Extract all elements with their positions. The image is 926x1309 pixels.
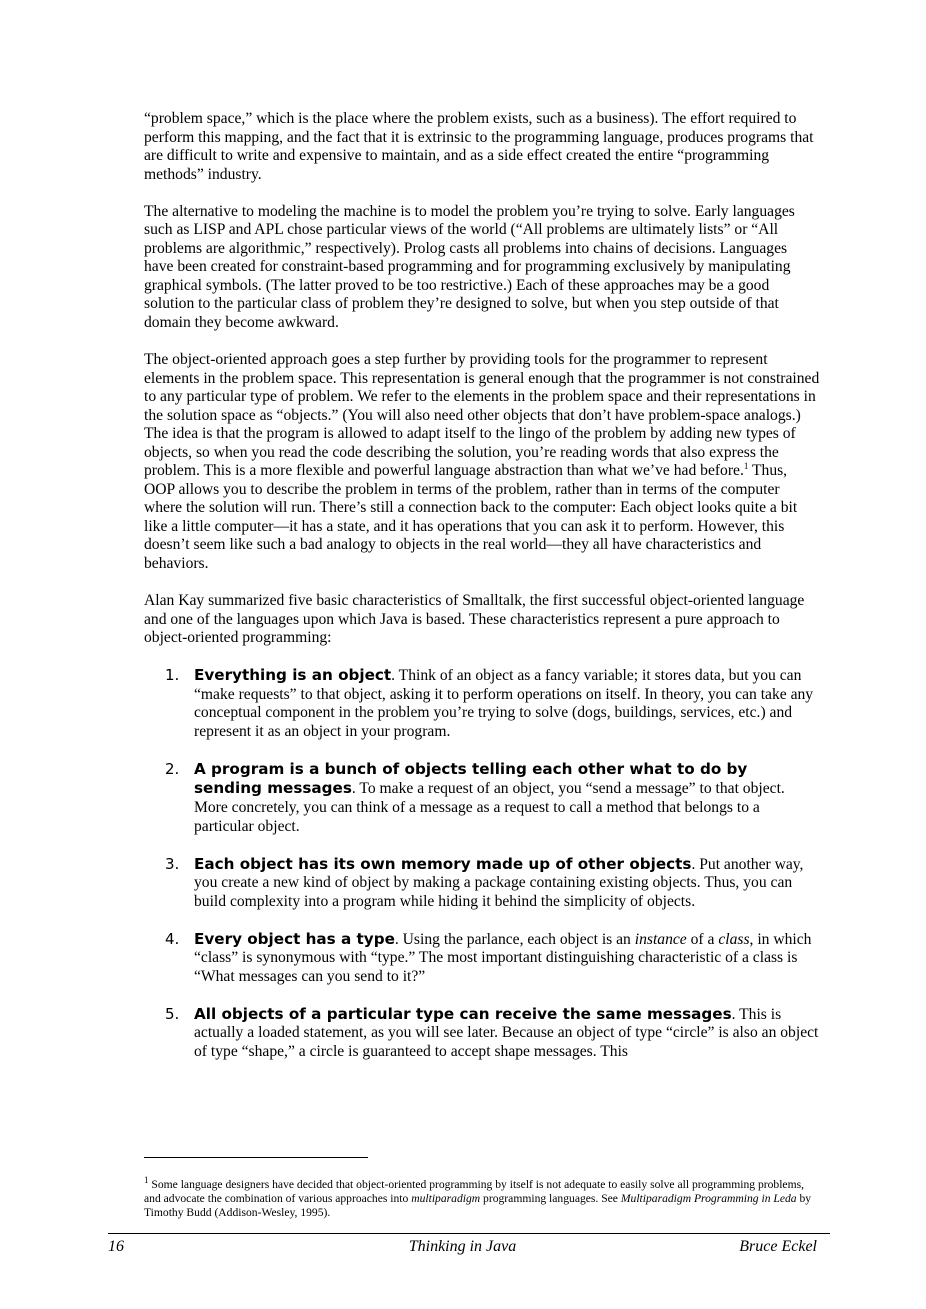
paragraph-oop-text-after: Thus, OOP allows you to describe the problem in terms of the problem, rather than in terms of the computer where the solution will run. There’s still a connection back to the computer: Each object looks quite a bit like a little computer—it has a state, and it has operations that you can ask it to perform. However, this doesn’t seem like such a bad analogy to objects in the real world—they all have characteristics and behaviors.: [144, 462, 798, 573]
list-item-heading: A program is a bunch of objects telling each other what to do by sending messages: [194, 759, 748, 798]
list-item-number: 1.: [165, 666, 180, 685]
paragraph-modeling-alternative: The alternative to modeling the machine is to model the problem you’re trying to solve. Early languages such as LISP and APL chose particular views of the world (“All problems are ultimately lists” or “All problems are algorithmic,” respectively). Prolog casts all problems into chains of decisions. Languages have been created for constraint-based programming and for programming exclusively by manipulating graphical symbols. (The latter proved to be too restrictive.) Each of these approaches may be a good solution to the particular class of problem they’re designed to solve, but when you step outside of that domain they become awkward.: [144, 202, 795, 331]
list-item-text: of a: [686, 930, 719, 948]
page-number: 16: [108, 1238, 124, 1255]
body-text: [144, 110, 820, 1080]
footnote-reference[interactable]: 1: [743, 461, 749, 472]
list-item-text: . Think of an object as a fancy variable; it stores data, but you can “make requests” to that object, asking it to perform operations on itself. In theory, you can take any conceptual component in the problem you’re trying to solve (dogs, buildings, services, etc.) and represent it as an object in your program.: [194, 667, 814, 740]
list-item-text: , in which “class” is synonymous with “type.” The most important distinguishing characteristic of a class is “What messages can you send to it?”: [194, 930, 812, 985]
list-item: [144, 1005, 820, 1062]
book-title: Thinking in Java: [408, 1238, 517, 1255]
footnote-text: programming languages. See: [480, 1192, 621, 1205]
footnote-text: Some language designers have decided that object-oriented programming by itself is not adequate to easily solve all programming problems, and advocate the combination of various approaches into: [144, 1178, 805, 1205]
list-item-emphasis-class: class: [718, 930, 750, 948]
footer-divider: [108, 1233, 830, 1234]
list-item-text: . Using the parlance, each object is an: [394, 930, 635, 948]
page-footer: [108, 1237, 817, 1257]
footnote-divider: [144, 1157, 368, 1158]
list-item-number: 4.: [165, 929, 180, 948]
list-item: [144, 760, 820, 836]
list-item: [144, 666, 820, 741]
footnote-mark: 1: [144, 1175, 149, 1186]
list-item-number: 2.: [165, 759, 180, 778]
footnote-emphasis: multiparadigm: [411, 1192, 481, 1205]
author-name: Bruce Eckel: [739, 1238, 817, 1255]
list-item: [144, 930, 820, 987]
paragraph-oop-text-before: The object-oriented approach goes a step further by providing tools for the programmer to represent elements in the problem space. This representation is general enough that the programmer is not constrained to any particular type of problem. We refer to the elements in the problem space and their representations in the solution space as “objects.” (You will also need other objects that don’t have problem-space analogs.) The idea is that the program is allowed to adapt itself to the lingo of the problem by adding new types of objects, so when you read the code describing the solution, you’re reading words that also express the problem. This is a more flexible and powerful language abstraction than what we’ve had before.: [144, 351, 820, 480]
list-item-text: . This is actually a loaded statement, as you will see later. Because an object of type “circle” is also an object of type “shape,” a circle is guaranteed to accept shape messages. This: [194, 1005, 819, 1060]
paragraph-problem-space: “problem space,” which is the place where the problem exists, such as a business). The effort required to perform this mapping, and the fact that it is extrinsic to the programming language, produces programs that are difficult to write and expensive to maintain, and as a side effect created the entire “programming methods” industry.: [144, 110, 814, 183]
list-item-number: 3.: [165, 854, 180, 873]
paragraph-oop-approach: [144, 351, 820, 574]
list-item-heading: All objects of a particular type can receive the same messages: [194, 1004, 732, 1023]
footnote: [144, 1175, 820, 1220]
list-item-text: . To make a request of an object, you “send a message” to that object. More concretely, you can think of a message as a request to call a method that belongs to a particular object.: [194, 780, 785, 835]
list-item-text: . Put another way, you create a new kind of object by making a package containing existing objects. Thus, you can build complexity into a program while hiding it behind the simplicity of objects.: [194, 855, 804, 910]
paragraph-alan-kay: Alan Kay summarized five basic characteristics of Smalltalk, the first successful object-oriented language and one of the languages upon which Java is based. These characteristics represent a pure approach to object-oriented programming:: [144, 592, 805, 647]
characteristics-list: [144, 666, 820, 1061]
list-item-heading: Every object has a type: [194, 929, 395, 948]
list-item-heading: Everything is an object: [194, 666, 392, 685]
footnote-text: by Timothy Budd (Addison-Wesley, 1995).: [144, 1192, 812, 1219]
footnote-book-title: Multiparadigm Programming in Leda: [620, 1192, 797, 1205]
list-item: [144, 855, 820, 912]
list-item-heading: Each object has its own memory made up of other objects: [194, 854, 692, 873]
list-item-emphasis-instance: instance: [634, 930, 687, 948]
list-item-number: 5.: [165, 1004, 180, 1023]
